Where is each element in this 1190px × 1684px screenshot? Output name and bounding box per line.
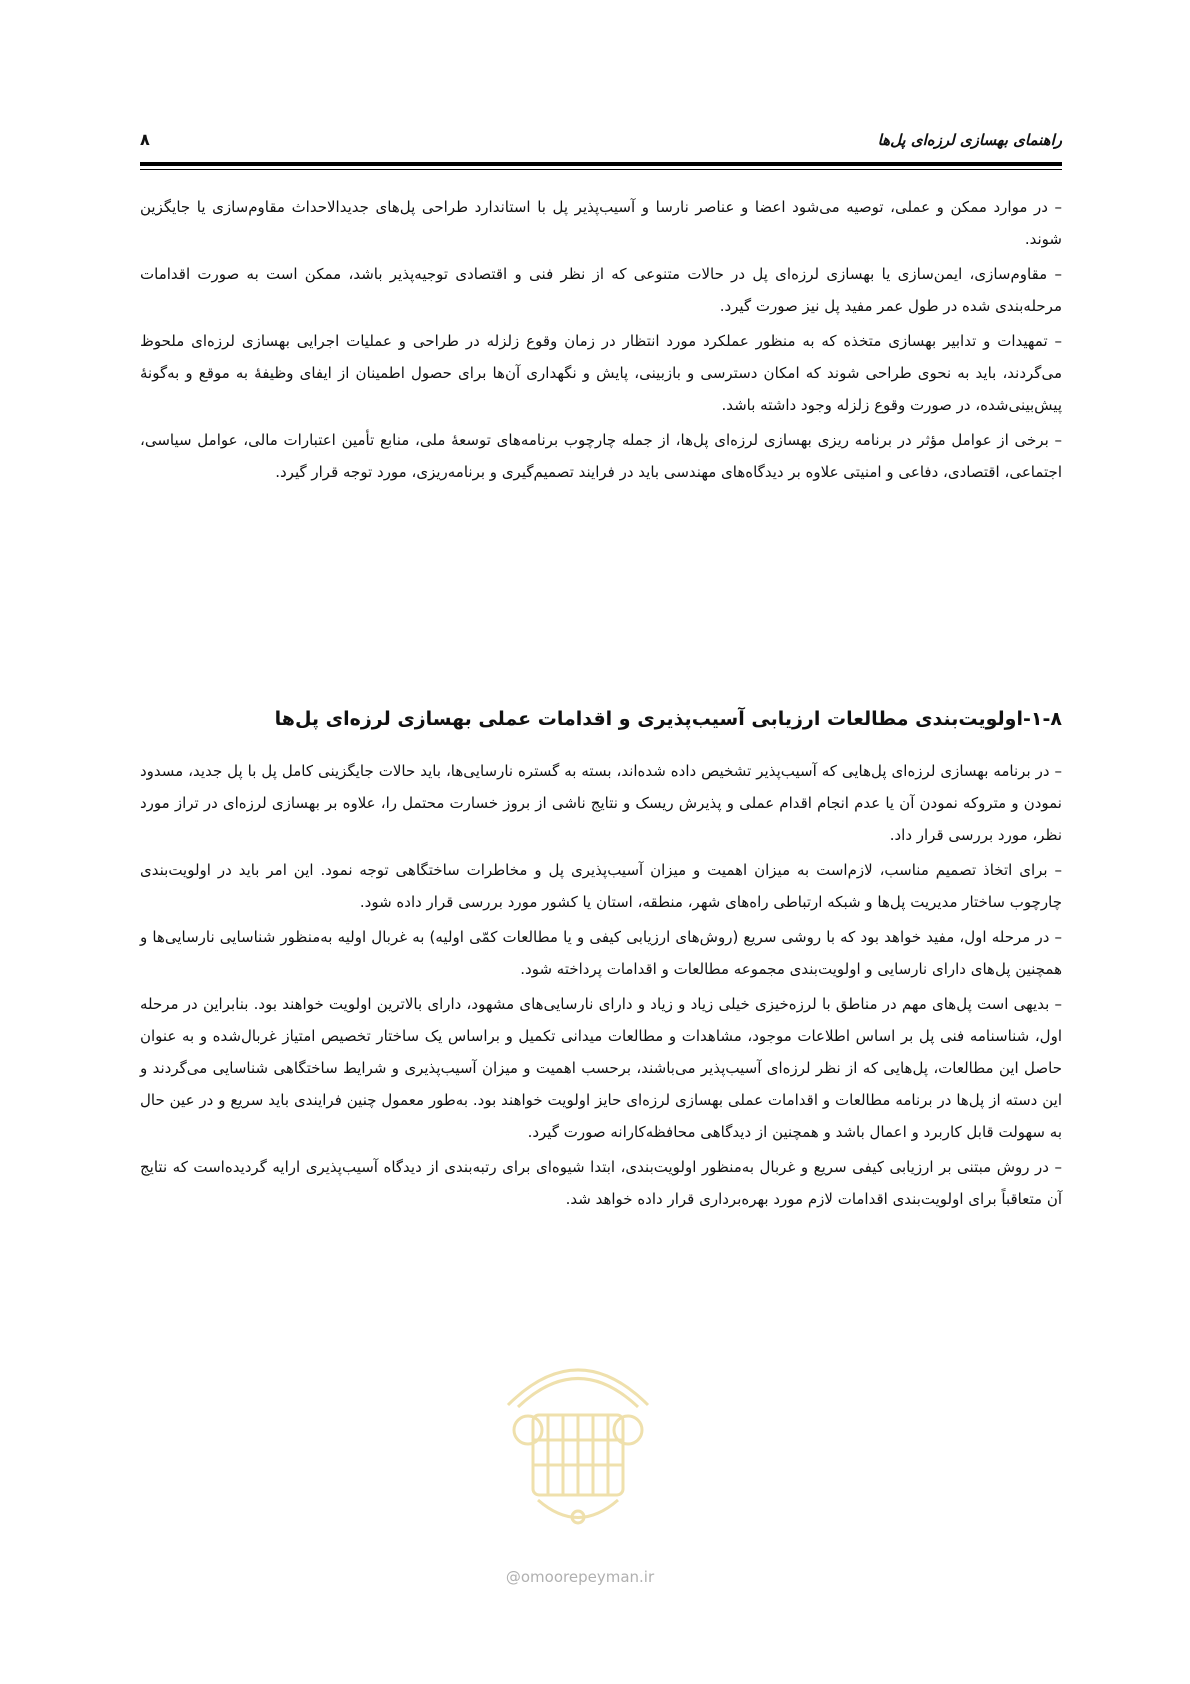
intro-body (140, 191, 1062, 491)
section-number: ۱-۸- (1023, 708, 1062, 730)
section-body (140, 755, 1062, 1218)
page-number: ۸ (140, 130, 150, 149)
body-paragraph: – برای اتخاذ تصمیم مناسب، لازم‌است به میزان اهمیت و میزان آسیب‌پذیری پل و مخاطرات ساختگاهی توجه نمود. این امر باید در اولویت‌بندی چارچوب ساختار مدیریت پل‌ها و شبکه ارتباطی راه‌های شهر، منطقه، استان یا کشور مورد بررسی قرار داده شود. (140, 861, 1062, 911)
section-title: اولویت‌بندی مطالعات ارزیابی آسیب‌پذیری و اقدامات عملی بهسازی لرزه‌ای پل‌ها (274, 708, 1024, 730)
body-paragraph: – در موارد ممکن و عملی، توصیه می‌شود اعضا و عناصر نارسا و آسیب‌پذیر پل با استاندارد طراحی پل‌های جدیدالاحداث مقاوم‌سازی یا جایگزین شوند. (140, 198, 1062, 248)
header-rule-thin (140, 169, 1062, 170)
body-paragraph: – در روش مبتنی بر ارزیابی کیفی سریع و غربال به‌منظور اولویت‌بندی، ابتدا شیوه‌ای برای رتبه‌بندی از دیدگاه آسیب‌پذیری ارایه گردیده‌است که نتایج آن متعاقباً برای اولویت‌بندی اقدامات لازم مورد بهره‌برداری قرار داده خواهد شد. (140, 1158, 1062, 1208)
header-rule-thick (140, 162, 1062, 166)
watermark-url: @omoorepeyman.ir (505, 1568, 655, 1586)
body-paragraph: – در برنامه بهسازی لرزه‌ای پل‌هایی که آسیب‌پذیر تشخیص داده شده‌اند، بسته به گستره نارسایی‌ها، باید حالات جایگزینی کامل پل با پل جدید، مسدود نمودن و متروکه نمودن آن یا عدم انجام اقدام عملی و پذیرش ریسک و نتایج ناشی از بروز خسارت محتمل را، علاوه بر بهسازی لرزه‌ای در تراز مورد نظر، مورد بررسی قرار داد. (140, 762, 1062, 844)
body-paragraph: – در مرحله اول، مفید خواهد بود که با روشی سریع (روش‌های ارزیابی کیفی و یا مطالعات کمّی اولیه) به غربال اولیه به‌منظور شناسایی نارسایی‌ها و همچنین پل‌های دارای نارسایی و اولویت‌بندی مجموعه مطالعات و اقدامات پرداخته شود. (140, 928, 1062, 978)
body-paragraph: – مقاوم‌سازی، ایمن‌سازی یا بهسازی لرزه‌ای پل در حالات متنوعی که از نظر فنی و اقتصادی توجیه‌پذیر باشد، ممکن است به صورت اقدامات مرحله‌بندی شده در طول عمر مفید پل نیز صورت گیرد. (140, 265, 1062, 315)
body-paragraph: – بدیهی است پل‌های مهم در مناطق با لرزه‌خیزی خیلی زیاد و زیاد و دارای نارسایی‌های مشهود، دارای بالاترین اولویت خواهند بود. بنابراین در مرحله اول، شناسنامه فنی پل بر اساس اطلاعات موجود، مشاهدات و مطالعات میدانی تکمیل و براساس یک ساختار تخصیص امتیاز غربال‌شده و به عنوان حاصل این مطالعات، پل‌هایی که از نظر لرزه‌ای آسیب‌پذیر می‌باشند، برحسب اهمیت و میزان آسیب‌پذیری و شرایط ساختگاهی شناسایی می‌گردند و این دسته از پل‌ها در برنامه مطالعات و اقدامات عملی بهسازی لرزه‌ای حایز اولویت خواهند بود. به‌طور معمول چنین فرایندی باید سریع و در عین حال به سهولت قابل کاربرد و اعمال باشد و همچنین از دیدگاهی محافظه‌کارانه صورت گیرد. (140, 995, 1062, 1141)
page-header (140, 128, 1062, 158)
section-heading (140, 701, 1062, 737)
body-paragraph: – تمهیدات و تدابیر بهسازی متخذه که به منظور عملکرد مورد انتظار در زمان وقوع زلزله در طراحی و عملیات اجرایی بهسازی لرزه‌ای ملحوظ می‌گردند، باید به نحوی طراحی شوند که امکان دسترسی و بازبینی، پایش و نگهداری آن‌ها برای حصول اطمینان از ایفای وظیفهٔ به موقع و به‌گونهٔ پیش‌بینی‌شده، در صورت وقوع زلزله وجود داشته باشد. (140, 332, 1062, 414)
running-header-title: راهنمای بهسازی لرزه‌ای پل‌ها (877, 131, 1062, 149)
body-paragraph: – برخی از عوامل مؤثر در برنامه ریزی بهسازی لرزه‌ای پل‌ها، از جمله چارچوب برنامه‌های توسعهٔ ملی، منابع تأمین اعتبارات مالی، عوامل سیاسی، اجتماعی، اقتصادی، دفاعی و امنیتی علاوه بر دیدگاه‌های مهندسی باید در فرایند تصمیم‌گیری و برنامه‌ریزی، مورد توجه قرار گیرد. (140, 431, 1062, 481)
watermark-logo (478, 1345, 678, 1545)
